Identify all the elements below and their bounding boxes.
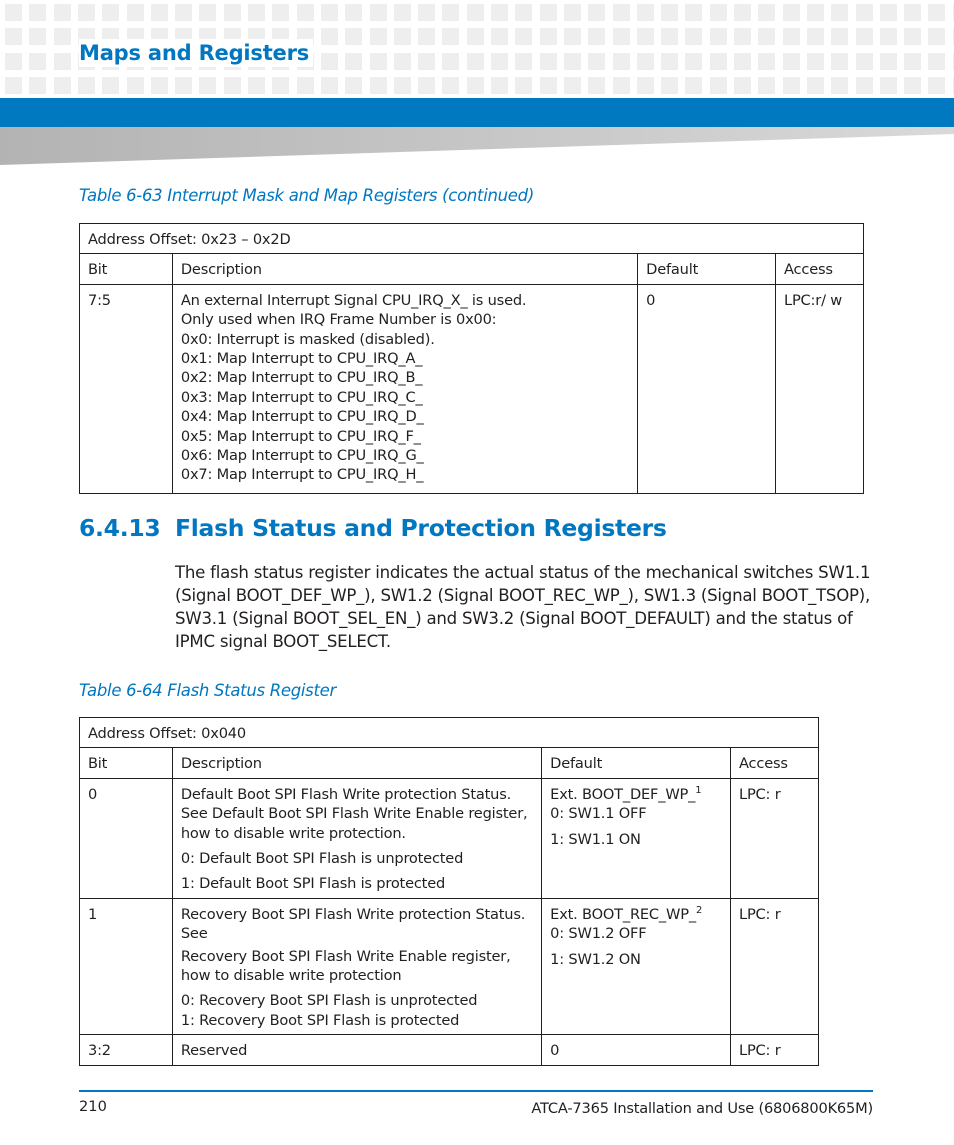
description-line: 0x7: Map Interrupt to CPU_IRQ_H_ — [180, 466, 424, 484]
column-header: Description — [172, 748, 541, 778]
header-pattern-square — [880, 4, 897, 21]
header-pattern-square — [710, 4, 727, 21]
description-line: 1: Default Boot SPI Flash is protected — [180, 875, 446, 893]
header-pattern-square — [807, 53, 824, 70]
header-pattern-square — [78, 77, 95, 94]
header-pattern-square — [345, 28, 362, 45]
header-pattern-square — [637, 28, 654, 45]
header-pattern-square — [856, 77, 873, 94]
header-pattern-square — [467, 77, 484, 94]
header-pattern-square — [540, 53, 557, 70]
header-pattern-square — [467, 28, 484, 45]
header-pattern-square — [394, 77, 411, 94]
header-pattern-square — [807, 28, 824, 45]
header-pattern-square — [758, 4, 775, 21]
description-cell — [172, 778, 541, 898]
header-pattern-square — [370, 4, 387, 21]
table-address-offset: Address Offset: 0x040 — [80, 718, 819, 748]
page-number: 210 — [79, 1098, 107, 1115]
header-pattern-square — [491, 53, 508, 70]
header-pattern-square — [418, 28, 435, 45]
section-title: Flash Status and Protection Registers — [175, 514, 667, 542]
header-pattern-square — [710, 28, 727, 45]
section-paragraph: The flash status register indicates the actual status of the mechanical switches SW1.1 (Signal BOOT_DEF_WP_), SW1.2 (Signal BOOT_REC_WP_), SW1.3 (Signal BOOT_TSOP), SW3.1 (Signal BOOT_SEL_EN_) and SW3.2 (Signal BOOT_DEFAULT) and the status of IPMC signal BOOT_SELECT. — [175, 563, 871, 651]
default-line: 1: SW1.1 ON — [550, 830, 641, 848]
header-pattern-square — [442, 53, 459, 70]
table-caption: Table 6-64 Flash Status Register — [79, 681, 336, 700]
header-pattern-square — [928, 53, 945, 70]
header-pattern-square — [442, 77, 459, 94]
header-pattern-square — [127, 77, 144, 94]
header-pattern-square — [467, 4, 484, 21]
header-pattern-square — [127, 4, 144, 21]
header-pattern-square — [345, 4, 362, 21]
header-pattern-square — [224, 4, 241, 21]
header-pattern-square — [272, 77, 289, 94]
header-pattern-square — [418, 77, 435, 94]
header-pattern-square — [515, 77, 532, 94]
description-line: 0x0: Interrupt is masked (disabled). — [180, 330, 435, 348]
header-pattern-square — [29, 77, 46, 94]
header-pattern-square — [199, 77, 216, 94]
header-pattern-square — [102, 4, 119, 21]
footer-rule — [79, 1090, 873, 1092]
header-pattern-square — [613, 4, 630, 21]
table-header-row — [80, 748, 819, 778]
header-pattern-square — [783, 77, 800, 94]
header-pattern-square — [637, 77, 654, 94]
header-pattern-square — [928, 4, 945, 21]
header-pattern-square — [370, 77, 387, 94]
header-pattern-square — [272, 4, 289, 21]
header-pattern-square — [515, 53, 532, 70]
description-line: 1: Recovery Boot SPI Flash is protected — [180, 1011, 460, 1029]
header-pattern-square — [710, 77, 727, 94]
header-pattern-square — [54, 77, 71, 94]
header-pattern-square — [831, 4, 848, 21]
default-cell: 0 — [542, 1035, 731, 1065]
header-pattern-square — [540, 4, 557, 21]
header-pattern-square — [540, 77, 557, 94]
header-pattern-square — [904, 53, 921, 70]
description-line: Recovery Boot SPI Flash Write Enable register, how to disable write protection — [180, 947, 511, 985]
table-row — [80, 778, 819, 898]
section-heading — [79, 514, 667, 542]
header-pattern-square — [783, 28, 800, 45]
running-header-title: Maps and Registers — [79, 39, 313, 67]
header-pattern-square — [442, 4, 459, 21]
header-pattern-square — [394, 4, 411, 21]
default-line: 0: SW1.1 OFF — [550, 805, 647, 823]
header-pattern-square — [394, 28, 411, 45]
column-header: Description — [172, 254, 637, 284]
header-pattern-square — [856, 4, 873, 21]
header-pattern-square — [321, 53, 338, 70]
header-pattern-square — [345, 77, 362, 94]
description-line: 0x6: Map Interrupt to CPU_IRQ_G_ — [180, 447, 424, 465]
header-pattern-square — [29, 53, 46, 70]
header-pattern-square — [685, 53, 702, 70]
header-pattern-square — [5, 53, 22, 70]
header-pattern-square — [297, 4, 314, 21]
header-pattern-square — [613, 28, 630, 45]
header-pattern-square — [442, 28, 459, 45]
interrupt-mask-table — [79, 223, 864, 494]
description-line: Recovery Boot SPI Flash Write protection Status. See — [180, 905, 526, 943]
header-pattern-square — [685, 77, 702, 94]
flash-status-table — [79, 717, 819, 1066]
header-pattern-square — [685, 28, 702, 45]
column-header: Bit — [80, 254, 173, 284]
description-text: Default Boot SPI Flash Write protection Status. See Default Boot SPI Flash Write Enable register, how to disable write protection. — [180, 785, 528, 842]
header-pattern-square — [734, 77, 751, 94]
header-pattern-square — [783, 4, 800, 21]
header-pattern-square — [758, 53, 775, 70]
header-pattern-square — [297, 77, 314, 94]
default-line: 1: SW1.2 ON — [550, 950, 641, 968]
table-caption: Table 6-63 Interrupt Mask and Map Registers (continued) — [79, 186, 534, 205]
section-number: 6.4.13 — [79, 514, 161, 542]
default-cell: 0 — [638, 284, 776, 493]
header-pattern-square — [831, 28, 848, 45]
header-pattern-square — [588, 28, 605, 45]
header-pattern-square — [661, 53, 678, 70]
description-line: Only used when IRQ Frame Number is 0x00: — [180, 311, 497, 329]
header-pattern-square — [710, 53, 727, 70]
header-pattern-square — [613, 53, 630, 70]
header-pattern-square — [685, 4, 702, 21]
bit-cell: 7:5 — [80, 284, 173, 493]
description-cell — [172, 898, 541, 1034]
default-signal — [550, 905, 722, 924]
header-pattern-square — [224, 77, 241, 94]
description-line: 0x2: Map Interrupt to CPU_IRQ_B_ — [180, 369, 423, 387]
header-pattern-square — [734, 53, 751, 70]
header-pattern-square — [564, 28, 581, 45]
header-pattern-square — [807, 77, 824, 94]
header-pattern-square — [758, 77, 775, 94]
table-row — [80, 1035, 819, 1065]
header-pattern-square — [515, 28, 532, 45]
access-cell: LPC: r — [731, 778, 819, 898]
description-line: 0x1: Map Interrupt to CPU_IRQ_A_ — [180, 350, 423, 368]
header-pattern-square — [540, 28, 557, 45]
header-pattern-square — [321, 4, 338, 21]
header-pattern-square — [5, 77, 22, 94]
header-pattern-square — [394, 53, 411, 70]
bit-cell: 3:2 — [80, 1035, 173, 1065]
header-pattern-square — [29, 4, 46, 21]
default-signal-name: Ext. BOOT_REC_WP_ — [550, 905, 696, 923]
header-pattern-square — [661, 77, 678, 94]
header-pattern-square — [370, 53, 387, 70]
access-cell: LPC:r/ w — [776, 284, 864, 493]
description-line: 0x5: Map Interrupt to CPU_IRQ_F_ — [180, 427, 421, 445]
header-pattern-square — [151, 4, 168, 21]
header-pattern-square — [491, 28, 508, 45]
header-pattern-square — [928, 77, 945, 94]
column-header: Default — [542, 748, 731, 778]
header-pattern-square — [783, 53, 800, 70]
column-header: Bit — [80, 748, 173, 778]
header-pattern-square — [904, 77, 921, 94]
column-header: Access — [776, 254, 864, 284]
header-blue-band — [0, 98, 954, 127]
header-pattern-square — [321, 77, 338, 94]
header-pattern-square — [102, 77, 119, 94]
header-pattern-square — [831, 53, 848, 70]
bit-cell: 0 — [80, 778, 173, 898]
header-pattern-square — [175, 77, 192, 94]
header-pattern-square — [588, 53, 605, 70]
header-pattern-square — [588, 4, 605, 21]
header-pattern-square — [734, 28, 751, 45]
header-pattern-square — [613, 77, 630, 94]
default-signal — [550, 785, 722, 804]
header-pattern-square — [29, 28, 46, 45]
description-cell — [172, 284, 637, 493]
column-header: Access — [731, 748, 819, 778]
description-line: An external Interrupt Signal CPU_IRQ_X_ is used. — [180, 291, 527, 309]
header-pattern-square — [564, 4, 581, 21]
header-pattern-square — [856, 28, 873, 45]
header-pattern-square — [321, 28, 338, 45]
header-pattern-square — [661, 4, 678, 21]
header-pattern-square — [758, 28, 775, 45]
header-pattern-square — [904, 28, 921, 45]
access-cell: LPC: r — [731, 1035, 819, 1065]
header-pattern-square — [807, 4, 824, 21]
description-line: 0: Recovery Boot SPI Flash is unprotected — [180, 992, 478, 1010]
header-grey-wedge — [0, 127, 954, 165]
description-line: 0x4: Map Interrupt to CPU_IRQ_D_ — [180, 408, 424, 426]
header-pattern-square — [54, 53, 71, 70]
header-pattern-square — [491, 4, 508, 21]
description-cell: Reserved — [172, 1035, 541, 1065]
header-pattern-square — [515, 4, 532, 21]
table-header-row — [80, 254, 864, 284]
header-pattern-square — [175, 4, 192, 21]
header-pattern-square — [856, 53, 873, 70]
header-pattern-square — [248, 4, 265, 21]
header-pattern-square — [491, 77, 508, 94]
table-row — [80, 284, 864, 493]
default-signal-name: Ext. BOOT_DEF_WP_ — [550, 785, 696, 803]
header-pattern-square — [54, 4, 71, 21]
header-pattern-square — [418, 53, 435, 70]
header-pattern-square — [78, 4, 95, 21]
header-pattern-square — [637, 53, 654, 70]
header-pattern-square — [904, 4, 921, 21]
header-pattern-square — [199, 4, 216, 21]
header-pattern-square — [637, 4, 654, 21]
table-row — [80, 898, 819, 1034]
header-pattern-square — [151, 77, 168, 94]
header-pattern-square — [345, 53, 362, 70]
header-pattern-square — [248, 77, 265, 94]
header-pattern-square — [370, 28, 387, 45]
access-cell: LPC: r — [731, 898, 819, 1034]
default-line: 0: SW1.2 OFF — [550, 925, 647, 943]
header-pattern-square — [928, 28, 945, 45]
footnote-marker: 1 — [695, 784, 702, 796]
document-title: ATCA-7365 Installation and Use (6806800K65M) — [531, 1100, 873, 1117]
header-pattern-square — [418, 4, 435, 21]
header-pattern-square — [5, 4, 22, 21]
header-pattern-square — [880, 77, 897, 94]
header-pattern-square — [880, 28, 897, 45]
column-header: Default — [638, 254, 776, 284]
table-address-offset: Address Offset: 0x23 – 0x2D — [80, 224, 864, 254]
description-line: 0: Default Boot SPI Flash is unprotected — [180, 850, 464, 868]
header-pattern-square — [880, 53, 897, 70]
footnote-marker: 2 — [695, 904, 703, 916]
default-cell — [542, 898, 731, 1034]
header-pattern-square — [564, 77, 581, 94]
header-pattern-square — [564, 53, 581, 70]
header-pattern-square — [54, 28, 71, 45]
header-pattern-square — [734, 4, 751, 21]
header-pattern-square — [588, 77, 605, 94]
description-line: 0x3: Map Interrupt to CPU_IRQ_C_ — [180, 388, 423, 406]
default-cell — [542, 778, 731, 898]
bit-cell: 1 — [80, 898, 173, 1034]
header-pattern-square — [661, 28, 678, 45]
header-pattern-square — [467, 53, 484, 70]
header-pattern-square — [831, 77, 848, 94]
header-pattern-square — [5, 28, 22, 45]
